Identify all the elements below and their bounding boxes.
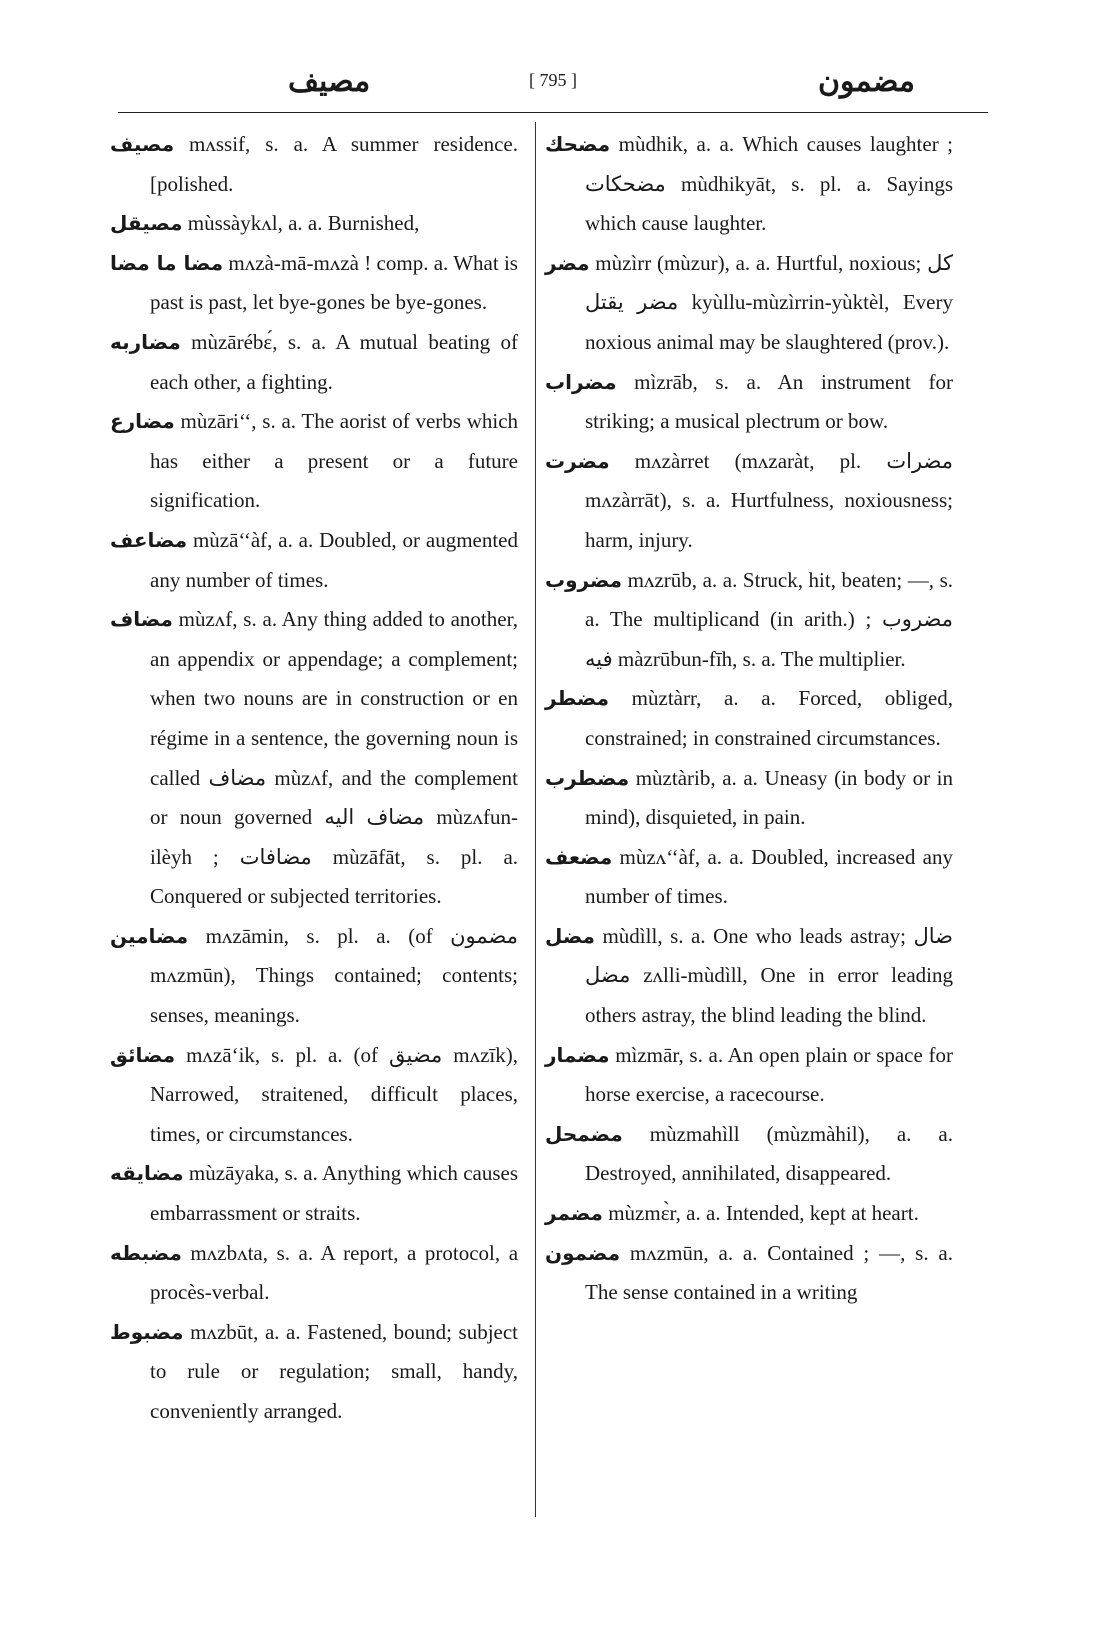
- entry-arabic-headword: مضمار: [545, 1042, 610, 1067]
- entry-definition: s. a. A mutual beating of each other, a fighting.: [150, 329, 518, 394]
- entry-transliteration: mùzārébɛ́,: [180, 329, 288, 354]
- entry-transliteration: mùztàrib,: [629, 765, 723, 790]
- entry-arabic-headword: مضطر: [545, 686, 610, 711]
- entry-transliteration: mʌzrūb,: [622, 567, 703, 592]
- entry-arabic-headword: مصيف: [110, 132, 175, 156]
- entry-arabic-headword: مضبوط: [110, 1319, 184, 1344]
- entry-definition: (mʌzaràt, pl. مضرات mʌzàrrāt), s. a. Hurtfulness, noxiousness; harm, injury.: [585, 448, 953, 552]
- entry-arabic-headword: مضل: [545, 923, 595, 948]
- entry-definition: a. a. Struck, hit, beaten; —, s. a. The multiplicand (in arith.) ; مضروب فيه màzrūbun-fīh, s. a. The multiplier.: [585, 567, 953, 671]
- entry-arabic-headword: مضر: [545, 250, 590, 275]
- dictionary-entry: [110, 204, 518, 244]
- dictionary-entry: [545, 244, 953, 363]
- entry-arabic-headword: مضا ما مضا: [110, 250, 224, 275]
- entry-arabic-headword: مضمر: [545, 1201, 603, 1226]
- dictionary-entry: [110, 125, 518, 204]
- right-column: [545, 125, 953, 1313]
- entry-arabic-headword: مضارع: [110, 409, 175, 434]
- entry-transliteration: mùdhik,: [610, 132, 697, 156]
- entry-transliteration: mùzʌf,: [172, 607, 244, 632]
- dictionary-entry: [545, 561, 953, 680]
- entry-definition: s. a. An open plain or space for horse exercise, a racecourse.: [585, 1042, 953, 1107]
- entry-definition: s. a. The aorist of verbs which has either a present or a future signification.: [150, 409, 519, 513]
- entry-transliteration: mʌzàrret: [609, 448, 735, 473]
- dictionary-entry: [110, 521, 518, 600]
- dictionary-entry: [545, 442, 953, 561]
- entry-transliteration: mʌzà-mā-mʌzà !: [223, 250, 377, 275]
- entry-definition: a. a. Doubled, or augmented any number of times.: [150, 527, 518, 592]
- dictionary-entry: [545, 1115, 953, 1194]
- entry-definition: a. a. Doubled, increased any number of times.: [585, 844, 953, 909]
- header-left-word: مصيف: [288, 64, 371, 99]
- entry-transliteration: mùdìll,: [594, 923, 671, 948]
- page-number: [ 795 ]: [529, 70, 577, 90]
- dictionary-entry: [110, 402, 518, 521]
- dictionary-entry: [545, 363, 953, 442]
- left-column: [110, 125, 518, 1432]
- entry-transliteration: mùzāri‘‘,: [174, 409, 263, 434]
- entry-definition: a. a. Which causes laughter ; مضحكات mùdhikyāt, s. pl. a. Sayings which cause laughter.: [585, 132, 954, 236]
- entry-transliteration: mʌzbʌta,: [181, 1240, 277, 1265]
- entry-arabic-headword: مضعف: [545, 844, 613, 869]
- dictionary-entry: [545, 1194, 953, 1234]
- entry-transliteration: mùztàrr,: [609, 686, 725, 711]
- dictionary-entry: [545, 759, 953, 838]
- entry-definition: comp. a. What is past is past, let bye-gones be bye-gones.: [150, 250, 518, 315]
- entry-arabic-headword: مضاف: [110, 607, 173, 632]
- dictionary-entry: [110, 917, 518, 1036]
- entry-definition: s. a. Any thing added to another, an appendix or appendage; a complement; when two nouns are in construction or en régime in a sentence, the governing noun is called مضاف mùzʌf, and the complement or noun governed مضاف اليه mùzʌfun-ilèyh ; مضافات mùzāfāt, s. pl. a. Conquered or subjected territories.: [150, 607, 519, 909]
- entry-arabic-headword: مضطرب: [545, 765, 630, 790]
- entry-arabic-headword: مضراب: [545, 369, 617, 394]
- dictionary-entry: [545, 917, 953, 1036]
- dictionary-entry: [110, 600, 518, 917]
- dictionary-entry: [545, 838, 953, 917]
- entry-transliteration: mùzmahìll: [622, 1121, 767, 1146]
- entry-transliteration: mùzāyaka,: [183, 1161, 285, 1186]
- entry-definition: a. a. Uneasy (in body or in mind), disquieted, in pain.: [585, 765, 954, 830]
- dictionary-entry: [545, 1036, 953, 1115]
- entry-arabic-headword: مصيقل: [110, 211, 183, 236]
- header-right-word: مضمون: [818, 64, 915, 99]
- entry-arabic-headword: مضرت: [545, 448, 610, 473]
- entry-definition: s. pl. a. (of مضمون mʌzmūn), Things contained; contents; senses, meanings.: [150, 923, 518, 1028]
- entry-arabic-headword: مضايقه: [110, 1161, 184, 1186]
- entry-arabic-headword: مضحك: [545, 132, 611, 156]
- entry-arabic-headword: مضاربه: [110, 329, 181, 354]
- entry-transliteration: mʌzāmin,: [188, 923, 307, 948]
- entry-transliteration: mìzmār,: [609, 1042, 690, 1067]
- dictionary-entry: [110, 1036, 518, 1155]
- entry-transliteration: mʌssif,: [174, 132, 266, 156]
- entry-transliteration: mʌzbūt,: [183, 1319, 265, 1344]
- entry-transliteration: mùzmɛ̀r,: [602, 1201, 687, 1226]
- entry-definition: s. a. Anything which causes embarrassment or straits.: [150, 1161, 518, 1226]
- entry-arabic-headword: مضمحل: [545, 1121, 623, 1146]
- entry-arabic-headword: مضمون: [545, 1240, 621, 1265]
- entry-definition: a. a. Fastened, bound; subject to rule or regulation; small, handy, conveniently arranged.: [150, 1319, 519, 1423]
- entry-arabic-headword: مضروب: [545, 567, 623, 592]
- entry-definition: (mùzmàhil), a. a. Destroyed, annihilated, disappeared.: [585, 1121, 953, 1186]
- dictionary-entry: [545, 679, 953, 758]
- entry-transliteration: mʌzā‘ik,: [175, 1042, 272, 1067]
- dictionary-entry: [110, 1313, 518, 1432]
- dictionary-entry: [545, 1234, 953, 1313]
- dictionary-entry: [110, 244, 518, 323]
- entry-transliteration: mùzā‘‘àf,: [187, 527, 279, 552]
- dictionary-entry: [545, 125, 953, 244]
- entry-definition: a. a. Intended, kept at heart.: [686, 1201, 919, 1226]
- entry-definition: a. a. Burnished,: [288, 211, 420, 236]
- entry-transliteration: mìzrāb,: [616, 369, 716, 394]
- entry-definition: a. a. Contained ; —, s. a. The sense contained in a writing: [585, 1240, 953, 1305]
- entry-arabic-headword: مضبطه: [110, 1240, 182, 1265]
- entry-definition: a. a. Forced, obliged, constrained; in constrained circumstances.: [585, 686, 953, 750]
- entry-definition: s. a. One who leads astray; ضال مضل zʌlli-mùdìll, One in error leading others astray, the blind leading the blind.: [585, 923, 953, 1028]
- entry-transliteration: mùzʌ‘‘àf,: [612, 844, 708, 869]
- entry-arabic-headword: مضاعف: [110, 527, 188, 552]
- entry-transliteration: mùssàykʌl,: [182, 211, 289, 236]
- dictionary-entry: [110, 323, 518, 402]
- page-header: [118, 62, 988, 113]
- column-divider: [535, 122, 536, 1517]
- entry-definition: s. pl. a. (of مضيق mʌzīk), Narrowed, straitened, difficult places, times, or circumstances.: [150, 1042, 518, 1146]
- entry-definition: s. a. An instrument for striking; a musical plectrum or bow.: [585, 369, 953, 434]
- dictionary-entry: [110, 1234, 518, 1313]
- entry-definition: s. a. A summer residence. [polished.: [150, 132, 518, 196]
- entry-definition: s. a. A report, a protocol, a procès-verbal.: [150, 1240, 519, 1305]
- dictionary-entry: [110, 1154, 518, 1233]
- entry-definition: (mùzur), a. a. Hurtful, noxious; كل مضر يقتل kyùllu-mùzìrrin-yùktèl, Every noxious animal may be slaughtered (prov.).: [585, 250, 953, 354]
- entry-arabic-headword: مضامين: [110, 923, 189, 948]
- entry-transliteration: mùzìrr: [589, 250, 657, 275]
- entry-arabic-headword: مضائق: [110, 1042, 176, 1067]
- entry-transliteration: mʌzmūn,: [620, 1240, 719, 1265]
